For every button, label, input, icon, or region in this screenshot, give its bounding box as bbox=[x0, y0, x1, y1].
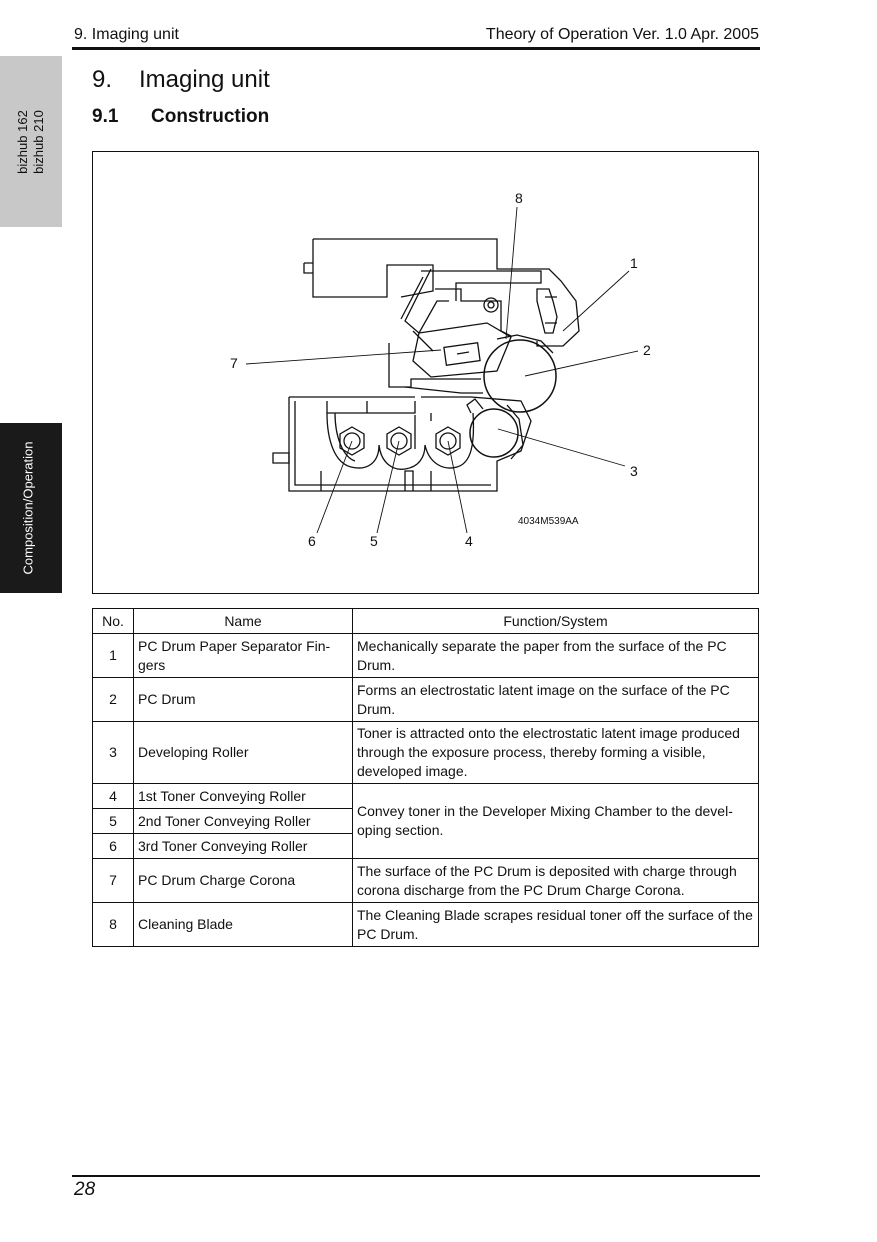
housing-lower-lip bbox=[405, 387, 483, 393]
separator-fingers bbox=[537, 289, 557, 333]
callout-6: 6 bbox=[308, 533, 316, 549]
callout-4: 4 bbox=[465, 533, 473, 549]
imaging-unit-drawing bbox=[93, 152, 758, 593]
subsection-title: Construction bbox=[151, 106, 270, 127]
table-row bbox=[93, 903, 759, 947]
row-number: 8 bbox=[93, 903, 134, 947]
callout-2: 2 bbox=[643, 342, 651, 358]
row-name: PC Drum bbox=[134, 678, 353, 722]
row-function: Mechanically separate the paper from the surface of the PC Drum. bbox=[353, 634, 759, 678]
leader-line bbox=[377, 441, 399, 533]
mount-screw bbox=[484, 298, 498, 312]
model-labels bbox=[15, 110, 47, 174]
mount-screw-hole bbox=[488, 302, 494, 308]
page-number: 28 bbox=[74, 1179, 96, 1200]
figure-code: 4034M539AA bbox=[518, 516, 579, 527]
chapter-side-tab bbox=[0, 423, 62, 593]
imaging-unit-diagram bbox=[92, 151, 759, 594]
charger-slant-frame bbox=[405, 269, 449, 333]
row-number: 2 bbox=[93, 678, 134, 722]
corona-wire bbox=[457, 352, 469, 354]
row-name: 2nd Toner Conveying Roller bbox=[134, 809, 353, 834]
section-heading bbox=[92, 66, 270, 94]
row-function: The Cleaning Blade scrapes residual toner off the surface of the PC Drum. bbox=[353, 903, 759, 947]
leader-line bbox=[317, 441, 352, 533]
row-function: Convey toner in the Developer Mixing Chamber to the devel-oping section. bbox=[353, 784, 759, 859]
section-number: 9. bbox=[92, 66, 113, 93]
leader-line bbox=[525, 351, 638, 376]
row-name: Developing Roller bbox=[134, 722, 353, 784]
chapter-label: Composition/Operation bbox=[20, 441, 36, 575]
footer-rule bbox=[72, 1175, 760, 1177]
table-row bbox=[93, 859, 759, 903]
leader-line bbox=[448, 441, 467, 533]
model-label: bizhub 210 bbox=[31, 110, 46, 174]
column-header-function: Function/System bbox=[353, 609, 759, 634]
callout-8: 8 bbox=[515, 190, 523, 206]
table-header-row bbox=[93, 609, 759, 634]
model-side-tab bbox=[0, 56, 62, 227]
developing-roller-shield bbox=[467, 399, 483, 413]
subsection-heading bbox=[92, 106, 269, 128]
charge-corona-box bbox=[413, 323, 511, 377]
column-header-name: Name bbox=[134, 609, 353, 634]
callout-7: 7 bbox=[230, 355, 238, 371]
row-number: 6 bbox=[93, 834, 134, 859]
callout-5: 5 bbox=[370, 533, 378, 549]
column-header-no: No. bbox=[93, 609, 134, 634]
running-header-section: 9. Imaging unit bbox=[74, 26, 179, 43]
row-number: 7 bbox=[93, 859, 134, 903]
callout-3: 3 bbox=[630, 463, 638, 479]
top-housing-step bbox=[304, 263, 313, 273]
section-title: Imaging unit bbox=[139, 66, 270, 93]
row-function: Forms an electrostatic latent image on the surface of the PC Drum. bbox=[353, 678, 759, 722]
mixing-chamber-wall bbox=[327, 413, 473, 469]
housing-bottom-tab bbox=[321, 471, 431, 491]
table-row bbox=[93, 678, 759, 722]
row-name: 3rd Toner Conveying Roller bbox=[134, 834, 353, 859]
top-housing-outline bbox=[313, 239, 579, 346]
table-row bbox=[93, 784, 759, 809]
row-name: Cleaning Blade bbox=[134, 903, 353, 947]
leader-line bbox=[246, 350, 441, 364]
model-label: bizhub 162 bbox=[15, 110, 30, 174]
row-number: 3 bbox=[93, 722, 134, 784]
top-housing-inner bbox=[313, 239, 433, 297]
leader-line bbox=[563, 271, 629, 331]
housing-left-tab bbox=[273, 453, 289, 463]
corona-wire-slot bbox=[444, 343, 480, 366]
header-rule bbox=[72, 47, 760, 50]
table-row bbox=[93, 722, 759, 784]
row-number: 1 bbox=[93, 634, 134, 678]
developer-mid-partition bbox=[327, 401, 415, 413]
row-function: The surface of the PC Drum is deposited with charge through corona discharge from the PC Drum Charge Corona. bbox=[353, 859, 759, 903]
row-function: Toner is attracted onto the electrostatic latent image produced through the exposure process, thereby forming a visible, developed image. bbox=[353, 722, 759, 784]
callout-1: 1 bbox=[630, 255, 638, 271]
construction-table bbox=[92, 608, 759, 947]
leader-line bbox=[498, 429, 625, 466]
running-header-title: Theory of Operation Ver. 1.0 Apr. 2005 bbox=[485, 26, 759, 43]
subsection-number: 9.1 bbox=[92, 106, 119, 127]
table-row bbox=[93, 634, 759, 678]
row-number: 4 bbox=[93, 784, 134, 809]
housing-side bbox=[389, 343, 481, 387]
row-number: 5 bbox=[93, 809, 134, 834]
row-name: PC Drum Paper Separator Fin-gers bbox=[134, 634, 353, 678]
row-name: 1st Toner Conveying Roller bbox=[134, 784, 353, 809]
row-name: PC Drum Charge Corona bbox=[134, 859, 353, 903]
leader-line bbox=[506, 207, 517, 339]
charger-frame bbox=[421, 271, 541, 301]
developer-housing bbox=[289, 397, 531, 491]
